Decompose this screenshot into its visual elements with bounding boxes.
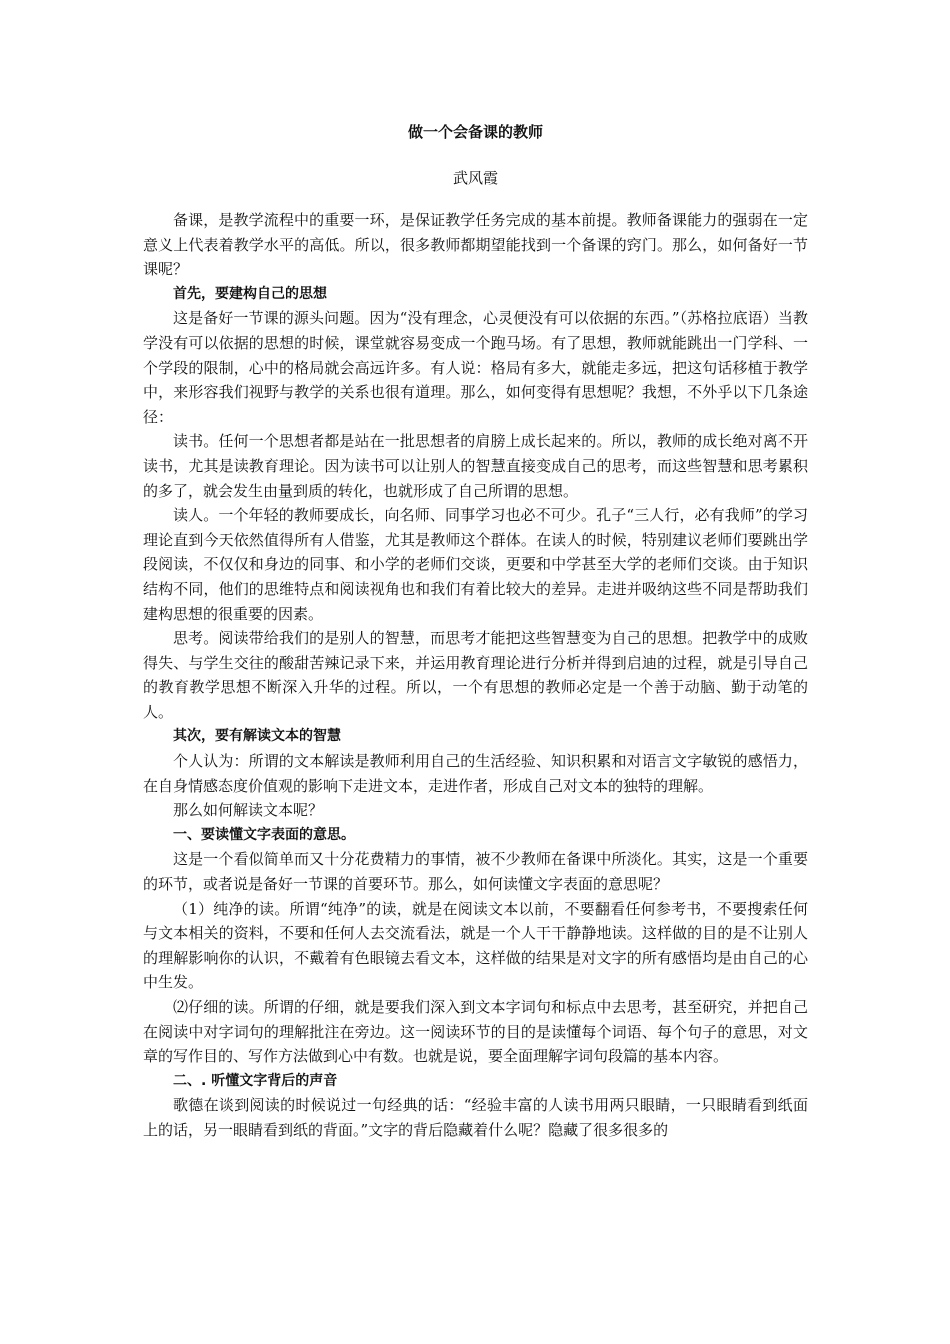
document-page — [143, 120, 808, 1143]
document-author: 武风霞 — [452, 169, 498, 187]
section-heading: 首先，要建构自己的思想 — [173, 285, 327, 302]
body-paragraph: 这是一个看似简单而又十分花费精力的事情，被不少教师在备课中所淡化。其实，这是一个重要的环节，或者说是备好一节课的首要环节。那么，如何读懂文字表面的意思呢？ — [143, 850, 808, 894]
section-heading: 一、要读懂文字表面的意思。 — [173, 826, 355, 843]
body-paragraph: 个人认为：所谓的文本解读是教师利用自己的生活经验、知识积累和对语言文字敏锐的感悟力，在自身情感态度价值观的影响下走进文本，走进作者，形成自己对文本的独特的理解。 — [143, 752, 808, 795]
body-paragraph: 这是备好一节课的源头问题。因为“没有理念，心灵便没有可以依据的东西。”（苏格拉底语）当教学没有可以依据的思想的时候，课堂就容易变成一个跑马场。有了思想，教师就能跳出一门学科、一个学段的限制，心中的格局就会高远许多。有人说：格局有多大，就能走多远，把这句话移植于教学中，来形容我们视野与教学的关系也很有道理。那么，如何变得有思想呢？我想，不外乎以下几条途径： — [143, 309, 808, 426]
body-paragraph: （1）纯净的读。所谓“纯净”的读，就是在阅读文本以前，不要翻看任何参考书，不要搜索任何与文本相关的资料，不要和任何人去交流看法，就是一个人干干静静地读。这样做的目的是不让别人的理解影响你的认识，不戴着有色眼镜去看文本，这样做的结果是对文字的所有感悟均是由自己的心中生发。 — [143, 899, 808, 992]
body-paragraph: 备课，是教学流程中的重要一环，是保证教学任务完成的基本前提。教师备课能力的强弱在一定意义上代表着教学水平的高低。所以，很多教师都期望能找到一个备课的窍门。那么，如何备好一节课呢？ — [143, 211, 808, 279]
body-paragraph: 思考。阅读带给我们的是别人的智慧，而思考才能把这些智慧变为自己的思想。把教学中的成败得失、与学生交往的酸甜苦辣记录下来，并运用教育理论进行分析并得到启迪的过程，就是引导自己的教育教学思想不断深入升华的过程。所以，一个有思想的教师必定是一个善于动脑、勤于动笔的人。 — [143, 629, 808, 721]
body-paragraph: 那么如何解读文本呢？ — [173, 801, 324, 820]
body-paragraph: 歌德在谈到阅读的时候说过一句经典的话：“经验丰富的人读书用两只眼睛，一只眼睛看到纸面上的话，另一眼睛看到纸的背面。”文字的背后隐藏着什么呢？隐藏了很多很多的 — [143, 1096, 808, 1139]
section-heading: 其次，要有解读文本的智慧 — [173, 728, 341, 745]
document-title: 做一个会备课的教师 — [407, 123, 543, 141]
body-paragraph: 读书。任何一个思想者都是站在一批思想者的肩膀上成长起来的。所以，教师的成长绝对离不开读书，尤其是读教育理论。因为读书可以让别人的智慧直接变成自己的思考，而这些智慧和思考累积的多了，就会发生由量到质的转化，也就形成了自己所谓的思想。 — [143, 432, 808, 500]
body-paragraph: 读人。一个年轻的教师要成长，向名师、同事学习也必不可少。孔子“三人行，必有我师”的学习理论直到今天依然值得所有人借鉴，尤其是教师这个群体。在读人的时候，特别建议老师们要跳出学段阅读，不仅仅和身边的同事、和小学的老师们交谈，更要和中学甚至大学的老师们交谈。由于知识结构不同，他们的思维特点和阅读视角也和我们有着比较大的差异。走进并吸纳这些不同是帮助我们建构思想的很重要的因素。 — [143, 506, 808, 623]
body-paragraph: ⑵仔细的读。所谓的仔细，就是要我们深入到文本字词句和标点中去思考，甚至研究，并把自己在阅读中对字词句的理解批注在旁边。这一阅读环节的目的是读懂每个词语、每个句子的意思，对文章的写作目的、写作方法做到心中有数。也就是说，要全面理解字词句段篇的基本内容。 — [143, 998, 808, 1066]
section-heading: 二、. 听懂文字背后的声音 — [173, 1072, 338, 1089]
document-body — [143, 208, 808, 1143]
